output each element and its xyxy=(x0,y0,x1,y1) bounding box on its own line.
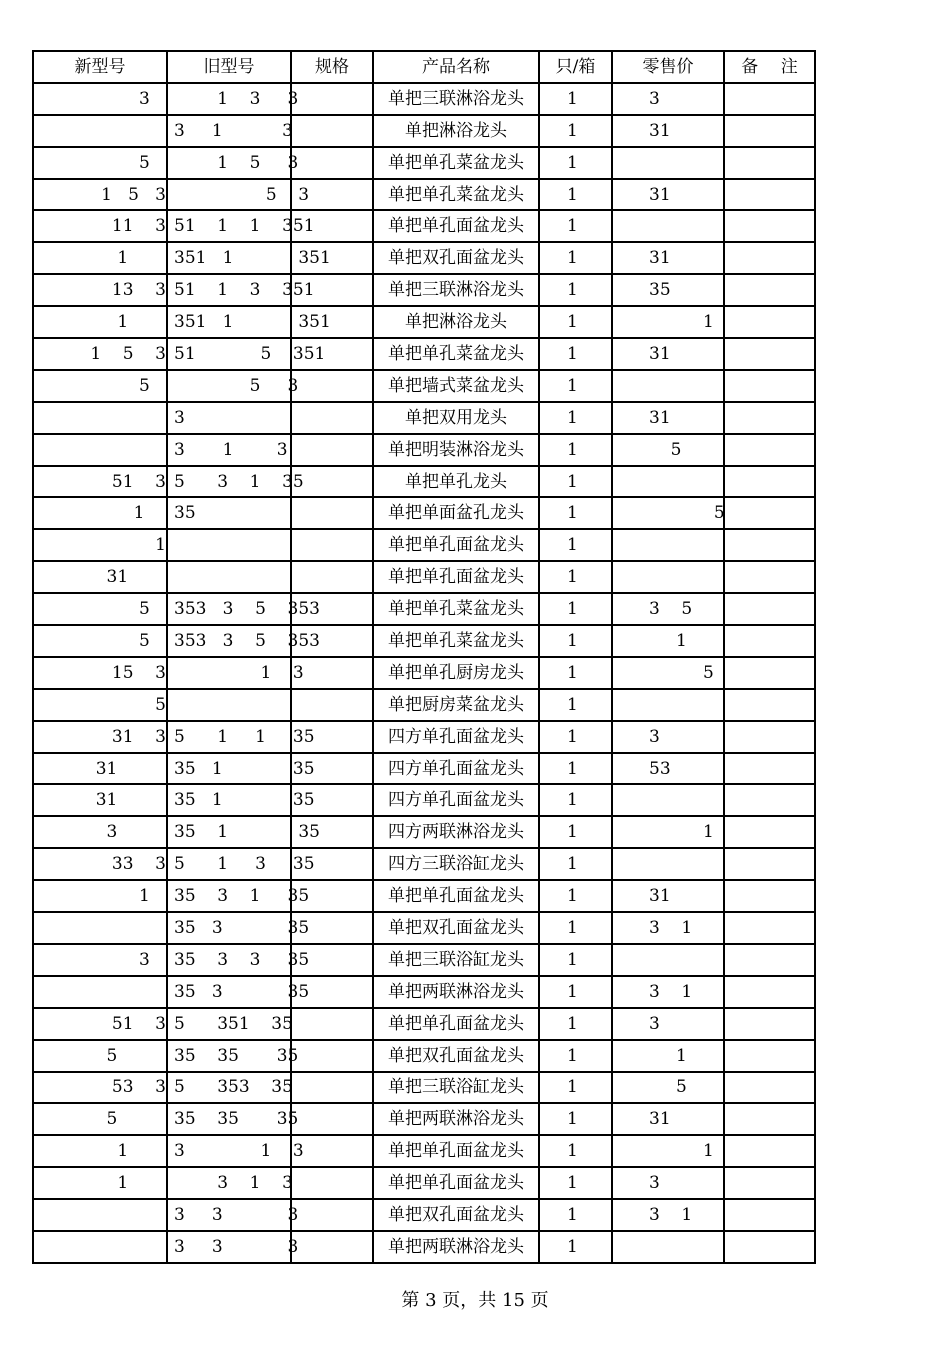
new-model-cell: 5 xyxy=(33,1103,167,1135)
old-model-cell: 35 3 3 35 xyxy=(167,944,291,976)
table-row xyxy=(33,753,815,785)
qty-per-box-cell: 1 xyxy=(539,402,612,434)
retail-price-cell xyxy=(612,466,724,498)
table-row xyxy=(33,1072,815,1104)
old-model-cell: 1 5 3 xyxy=(167,147,291,179)
spec-cell xyxy=(291,115,373,147)
spec-cell xyxy=(291,1167,373,1199)
retail-price-cell: 1 xyxy=(612,1135,724,1167)
new-model-cell xyxy=(33,402,167,434)
qty-per-box-cell: 1 xyxy=(539,1199,612,1231)
qty-per-box-cell: 1 xyxy=(539,1072,612,1104)
retail-price-cell: 31 xyxy=(612,338,724,370)
table-row xyxy=(33,179,815,211)
old-model-cell: 5 1 3 35 xyxy=(167,848,291,880)
product-name-cell: 单把双孔面盆龙头 xyxy=(373,912,539,944)
old-model-cell: 3 1 3 xyxy=(167,115,291,147)
new-model-cell: 15 3 xyxy=(33,657,167,689)
table-row xyxy=(33,370,815,402)
table-body xyxy=(33,83,815,1263)
new-model-cell: 1 xyxy=(33,1167,167,1199)
new-model-cell: 1 xyxy=(33,497,167,529)
product-name-cell: 四方单孔面盆龙头 xyxy=(373,784,539,816)
product-name-cell: 单把双孔面盆龙头 xyxy=(373,1040,539,1072)
old-model-cell: 5 1 1 35 xyxy=(167,721,291,753)
new-model-cell: 53 3 xyxy=(33,1072,167,1104)
product-name-cell: 单把三联淋浴龙头 xyxy=(373,83,539,115)
remarks-cell xyxy=(724,1199,815,1231)
old-model-cell xyxy=(167,529,291,561)
remarks-cell xyxy=(724,1072,815,1104)
table-row xyxy=(33,1167,815,1199)
product-name-cell: 单把单孔面盆龙头 xyxy=(373,561,539,593)
qty-per-box-cell: 1 xyxy=(539,466,612,498)
table-row xyxy=(33,689,815,721)
remarks-cell xyxy=(724,274,815,306)
table-row xyxy=(33,1199,815,1231)
old-model-cell: 51 5 351 xyxy=(167,338,291,370)
retail-price-cell: 1 xyxy=(612,1040,724,1072)
product-name-cell: 单把单孔菜盆龙头 xyxy=(373,338,539,370)
new-model-cell: 31 3 xyxy=(33,721,167,753)
retail-price-cell: 1 xyxy=(612,625,724,657)
qty-per-box-cell: 1 xyxy=(539,561,612,593)
table-row xyxy=(33,848,815,880)
qty-per-box-cell: 1 xyxy=(539,1167,612,1199)
old-model-cell: 1 3 xyxy=(167,657,291,689)
retail-price-cell: 3 xyxy=(612,1008,724,1040)
product-name-cell: 单把单孔面盆龙头 xyxy=(373,529,539,561)
spec-cell xyxy=(291,370,373,402)
spec-cell xyxy=(291,147,373,179)
retail-price-cell xyxy=(612,210,724,242)
old-model-cell: 35 3 35 xyxy=(167,976,291,1008)
old-model-cell xyxy=(167,561,291,593)
old-model-cell: 35 3 35 xyxy=(167,912,291,944)
old-model-cell: 35 35 35 xyxy=(167,1040,291,1072)
old-model-cell: 3 3 3 xyxy=(167,1231,291,1263)
product-name-cell: 单把双孔面盆龙头 xyxy=(373,242,539,274)
new-model-cell xyxy=(33,1231,167,1263)
new-model-cell: 5 xyxy=(33,593,167,625)
qty-per-box-cell: 1 xyxy=(539,274,612,306)
table-row xyxy=(33,466,815,498)
page-footer: 第 3 页，共 15 页 xyxy=(401,1290,549,1311)
remarks-cell xyxy=(724,912,815,944)
remarks-cell xyxy=(724,784,815,816)
retail-price-cell xyxy=(612,561,724,593)
new-model-cell: 3 xyxy=(33,83,167,115)
old-model-cell: 3 xyxy=(167,402,291,434)
qty-per-box-cell: 1 xyxy=(539,370,612,402)
product-price-table xyxy=(32,50,816,1264)
old-model-cell: 351 1 351 xyxy=(167,242,291,274)
retail-price-cell: 35 xyxy=(612,274,724,306)
remarks-cell xyxy=(724,242,815,274)
new-model-cell: 1 xyxy=(33,242,167,274)
product-name-cell: 单把单孔面盆龙头 xyxy=(373,1008,539,1040)
remarks-cell xyxy=(724,402,815,434)
remarks-cell xyxy=(724,657,815,689)
qty-per-box-cell: 1 xyxy=(539,816,612,848)
table-row xyxy=(33,1040,815,1072)
retail-price-cell: 1 xyxy=(612,306,724,338)
old-model-cell: 353 3 5 353 xyxy=(167,593,291,625)
product-name-cell: 单把墙式菜盆龙头 xyxy=(373,370,539,402)
new-model-cell: 5 xyxy=(33,625,167,657)
old-model-cell: 3 1 3 xyxy=(167,1167,291,1199)
old-model-cell: 5 3 1 35 xyxy=(167,466,291,498)
product-name-cell: 单把两联淋浴龙头 xyxy=(373,1231,539,1263)
retail-price-cell xyxy=(612,784,724,816)
retail-price-cell xyxy=(612,848,724,880)
new-model-cell: 31 xyxy=(33,561,167,593)
remarks-cell xyxy=(724,753,815,785)
product-name-cell: 单把三联浴缸龙头 xyxy=(373,944,539,976)
new-model-cell: 51 3 xyxy=(33,1008,167,1040)
table-row xyxy=(33,593,815,625)
retail-price-cell xyxy=(612,147,724,179)
retail-price-cell xyxy=(612,370,724,402)
new-model-cell xyxy=(33,1199,167,1231)
header-qty-per-box: 只/箱 xyxy=(539,51,612,83)
remarks-cell xyxy=(724,1008,815,1040)
retail-price-cell: 1 xyxy=(612,816,724,848)
qty-per-box-cell: 1 xyxy=(539,147,612,179)
old-model-cell: 35 xyxy=(167,497,291,529)
product-name-cell: 单把明装淋浴龙头 xyxy=(373,434,539,466)
old-model-cell: 1 3 3 xyxy=(167,83,291,115)
table-row xyxy=(33,274,815,306)
new-model-cell: 1 xyxy=(33,880,167,912)
retail-price-cell xyxy=(612,689,724,721)
product-name-cell: 单把单孔面盆龙头 xyxy=(373,1135,539,1167)
product-name-cell: 单把淋浴龙头 xyxy=(373,306,539,338)
spec-cell xyxy=(291,1008,373,1040)
spec-cell xyxy=(291,402,373,434)
retail-price-cell: 5 xyxy=(612,434,724,466)
retail-price-cell: 53 xyxy=(612,753,724,785)
remarks-cell xyxy=(724,147,815,179)
old-model-cell: 5 353 35 xyxy=(167,1072,291,1104)
remarks-cell xyxy=(724,1040,815,1072)
remarks-cell xyxy=(724,1103,815,1135)
table-row xyxy=(33,242,815,274)
header-product-name: 产品名称 xyxy=(373,51,539,83)
table-row xyxy=(33,115,815,147)
qty-per-box-cell: 1 xyxy=(539,848,612,880)
qty-per-box-cell: 1 xyxy=(539,689,612,721)
table-row xyxy=(33,1008,815,1040)
old-model-cell: 3 1 3 xyxy=(167,1135,291,1167)
remarks-cell xyxy=(724,115,815,147)
table-row xyxy=(33,1103,815,1135)
spec-cell xyxy=(291,1231,373,1263)
new-model-cell xyxy=(33,912,167,944)
spec-cell xyxy=(291,561,373,593)
remarks-cell xyxy=(724,434,815,466)
qty-per-box-cell: 1 xyxy=(539,1040,612,1072)
qty-per-box-cell: 1 xyxy=(539,657,612,689)
retail-price-cell: 3 1 xyxy=(612,1199,724,1231)
old-model-cell: 35 3 1 35 xyxy=(167,880,291,912)
retail-price-cell: 31 xyxy=(612,402,724,434)
retail-price-cell: 5 xyxy=(612,1072,724,1104)
new-model-cell: 5 xyxy=(33,370,167,402)
remarks-cell xyxy=(724,976,815,1008)
product-name-cell: 单把双孔面盆龙头 xyxy=(373,1199,539,1231)
remarks-cell xyxy=(724,306,815,338)
qty-per-box-cell: 1 xyxy=(539,179,612,211)
table-row xyxy=(33,784,815,816)
remarks-cell xyxy=(724,689,815,721)
old-model-cell: 35 1 35 xyxy=(167,753,291,785)
qty-per-box-cell: 1 xyxy=(539,944,612,976)
qty-per-box-cell: 1 xyxy=(539,1135,612,1167)
qty-per-box-cell: 1 xyxy=(539,434,612,466)
qty-per-box-cell: 1 xyxy=(539,1008,612,1040)
table-row xyxy=(33,1135,815,1167)
remarks-cell xyxy=(724,593,815,625)
retail-price-cell: 3 1 xyxy=(612,912,724,944)
retail-price-cell: 3 xyxy=(612,1167,724,1199)
retail-price-cell: 31 xyxy=(612,880,724,912)
remarks-cell xyxy=(724,1231,815,1263)
product-name-cell: 单把单孔菜盆龙头 xyxy=(373,147,539,179)
product-name-cell: 单把单面盆孔龙头 xyxy=(373,497,539,529)
old-model-cell: 35 35 35 xyxy=(167,1103,291,1135)
header-retail-price: 零售价 xyxy=(612,51,724,83)
remarks-cell xyxy=(724,210,815,242)
retail-price-cell: 31 xyxy=(612,242,724,274)
remarks-cell xyxy=(724,848,815,880)
old-model-cell: 353 3 5 353 xyxy=(167,625,291,657)
qty-per-box-cell: 1 xyxy=(539,497,612,529)
qty-per-box-cell: 1 xyxy=(539,593,612,625)
table-row xyxy=(33,912,815,944)
spec-cell xyxy=(291,1072,373,1104)
product-name-cell: 四方单孔面盆龙头 xyxy=(373,721,539,753)
product-name-cell: 单把单孔厨房龙头 xyxy=(373,657,539,689)
remarks-cell xyxy=(724,625,815,657)
new-model-cell: 13 3 xyxy=(33,274,167,306)
retail-price-cell: 3 5 xyxy=(612,593,724,625)
remarks-cell xyxy=(724,338,815,370)
retail-price-cell: 5 xyxy=(612,497,724,529)
product-name-cell: 单把单孔菜盆龙头 xyxy=(373,179,539,211)
header-spec: 规格 xyxy=(291,51,373,83)
remarks-cell xyxy=(724,529,815,561)
remarks-cell xyxy=(724,944,815,976)
remarks-cell xyxy=(724,1167,815,1199)
spec-cell xyxy=(291,1103,373,1135)
product-name-cell: 单把单孔面盆龙头 xyxy=(373,210,539,242)
table-row xyxy=(33,338,815,370)
spec-cell xyxy=(291,529,373,561)
qty-per-box-cell: 1 xyxy=(539,976,612,1008)
product-name-cell: 单把三联浴缸龙头 xyxy=(373,1072,539,1104)
header-new-model: 新型号 xyxy=(33,51,167,83)
remarks-cell xyxy=(724,370,815,402)
product-name-cell: 单把厨房菜盆龙头 xyxy=(373,689,539,721)
new-model-cell: 3 xyxy=(33,816,167,848)
product-name-cell: 四方单孔面盆龙头 xyxy=(373,753,539,785)
product-name-cell: 单把单孔菜盆龙头 xyxy=(373,593,539,625)
new-model-cell: 11 3 xyxy=(33,210,167,242)
retail-price-cell xyxy=(612,1231,724,1263)
table-row xyxy=(33,721,815,753)
old-model-cell: 5 3 xyxy=(167,370,291,402)
table-row xyxy=(33,816,815,848)
retail-price-cell: 3 1 xyxy=(612,976,724,1008)
product-name-cell: 单把两联淋浴龙头 xyxy=(373,1103,539,1135)
qty-per-box-cell: 1 xyxy=(539,338,612,370)
qty-per-box-cell: 1 xyxy=(539,210,612,242)
product-name-cell: 单把双用龙头 xyxy=(373,402,539,434)
table-row xyxy=(33,657,815,689)
table-row xyxy=(33,976,815,1008)
product-name-cell: 单把单孔龙头 xyxy=(373,466,539,498)
remarks-cell xyxy=(724,816,815,848)
new-model-cell: 1 5 3 xyxy=(33,338,167,370)
old-model-cell: 351 1 351 xyxy=(167,306,291,338)
old-model-cell: 51 1 3 351 xyxy=(167,274,291,306)
qty-per-box-cell: 1 xyxy=(539,306,612,338)
qty-per-box-cell: 1 xyxy=(539,721,612,753)
old-model-cell: 35 1 35 xyxy=(167,784,291,816)
old-model-cell: 5 351 35 xyxy=(167,1008,291,1040)
qty-per-box-cell: 1 xyxy=(539,529,612,561)
spec-cell xyxy=(291,1040,373,1072)
old-model-cell: 5 3 xyxy=(167,179,291,211)
new-model-cell: 1 5 3 xyxy=(33,179,167,211)
table-row xyxy=(33,402,815,434)
old-model-cell: 3 3 3 xyxy=(167,1199,291,1231)
product-name-cell: 单把三联淋浴龙头 xyxy=(373,274,539,306)
table-row xyxy=(33,434,815,466)
qty-per-box-cell: 1 xyxy=(539,880,612,912)
qty-per-box-cell: 1 xyxy=(539,784,612,816)
table-row xyxy=(33,529,815,561)
old-model-cell: 35 1 35 xyxy=(167,816,291,848)
table-row xyxy=(33,210,815,242)
spec-cell xyxy=(291,689,373,721)
spec-cell xyxy=(291,434,373,466)
remarks-cell xyxy=(724,880,815,912)
new-model-cell xyxy=(33,976,167,1008)
product-name-cell: 四方三联浴缸龙头 xyxy=(373,848,539,880)
retail-price-cell xyxy=(612,944,724,976)
table-row xyxy=(33,497,815,529)
remarks-cell xyxy=(724,83,815,115)
spec-cell xyxy=(291,1199,373,1231)
product-name-cell: 四方两联淋浴龙头 xyxy=(373,816,539,848)
table-row xyxy=(33,306,815,338)
old-model-cell: 3 1 3 xyxy=(167,434,291,466)
header-remarks: 备 注 xyxy=(724,51,815,83)
retail-price-cell: 31 xyxy=(612,1103,724,1135)
spec-cell xyxy=(291,497,373,529)
product-name-cell: 单把淋浴龙头 xyxy=(373,115,539,147)
old-model-cell xyxy=(167,689,291,721)
new-model-cell: 1 xyxy=(33,1135,167,1167)
qty-per-box-cell: 1 xyxy=(539,625,612,657)
table-row xyxy=(33,83,815,115)
new-model-cell: 5 xyxy=(33,689,167,721)
table-row xyxy=(33,944,815,976)
header-old-model: 旧型号 xyxy=(167,51,291,83)
new-model-cell: 31 xyxy=(33,753,167,785)
remarks-cell xyxy=(724,466,815,498)
product-name-cell: 单把单孔面盆龙头 xyxy=(373,1167,539,1199)
qty-per-box-cell: 1 xyxy=(539,1103,612,1135)
qty-per-box-cell: 1 xyxy=(539,912,612,944)
retail-price-cell: 3 xyxy=(612,83,724,115)
new-model-cell: 33 3 xyxy=(33,848,167,880)
old-model-cell: 51 1 1 351 xyxy=(167,210,291,242)
new-model-cell: 1 xyxy=(33,306,167,338)
new-model-cell: 5 xyxy=(33,1040,167,1072)
new-model-cell xyxy=(33,434,167,466)
retail-price-cell xyxy=(612,529,724,561)
remarks-cell xyxy=(724,179,815,211)
qty-per-box-cell: 1 xyxy=(539,83,612,115)
new-model-cell: 31 xyxy=(33,784,167,816)
retail-price-cell: 3 xyxy=(612,721,724,753)
table-row xyxy=(33,561,815,593)
table-row xyxy=(33,147,815,179)
remarks-cell xyxy=(724,1135,815,1167)
remarks-cell xyxy=(724,561,815,593)
new-model-cell xyxy=(33,115,167,147)
table-row xyxy=(33,1231,815,1263)
product-name-cell: 单把单孔面盆龙头 xyxy=(373,880,539,912)
remarks-cell xyxy=(724,721,815,753)
qty-per-box-cell: 1 xyxy=(539,115,612,147)
table-row xyxy=(33,625,815,657)
qty-per-box-cell: 1 xyxy=(539,753,612,785)
new-model-cell: 1 xyxy=(33,529,167,561)
remarks-cell xyxy=(724,497,815,529)
new-model-cell: 3 xyxy=(33,944,167,976)
spec-cell xyxy=(291,83,373,115)
qty-per-box-cell: 1 xyxy=(539,242,612,274)
retail-price-cell: 31 xyxy=(612,115,724,147)
new-model-cell: 5 xyxy=(33,147,167,179)
retail-price-cell: 5 xyxy=(612,657,724,689)
new-model-cell: 51 3 xyxy=(33,466,167,498)
table-row xyxy=(33,880,815,912)
product-name-cell: 单把两联淋浴龙头 xyxy=(373,976,539,1008)
product-name-cell: 单把单孔菜盆龙头 xyxy=(373,625,539,657)
qty-per-box-cell: 1 xyxy=(539,1231,612,1263)
table-header-row xyxy=(33,51,815,83)
retail-price-cell: 31 xyxy=(612,179,724,211)
